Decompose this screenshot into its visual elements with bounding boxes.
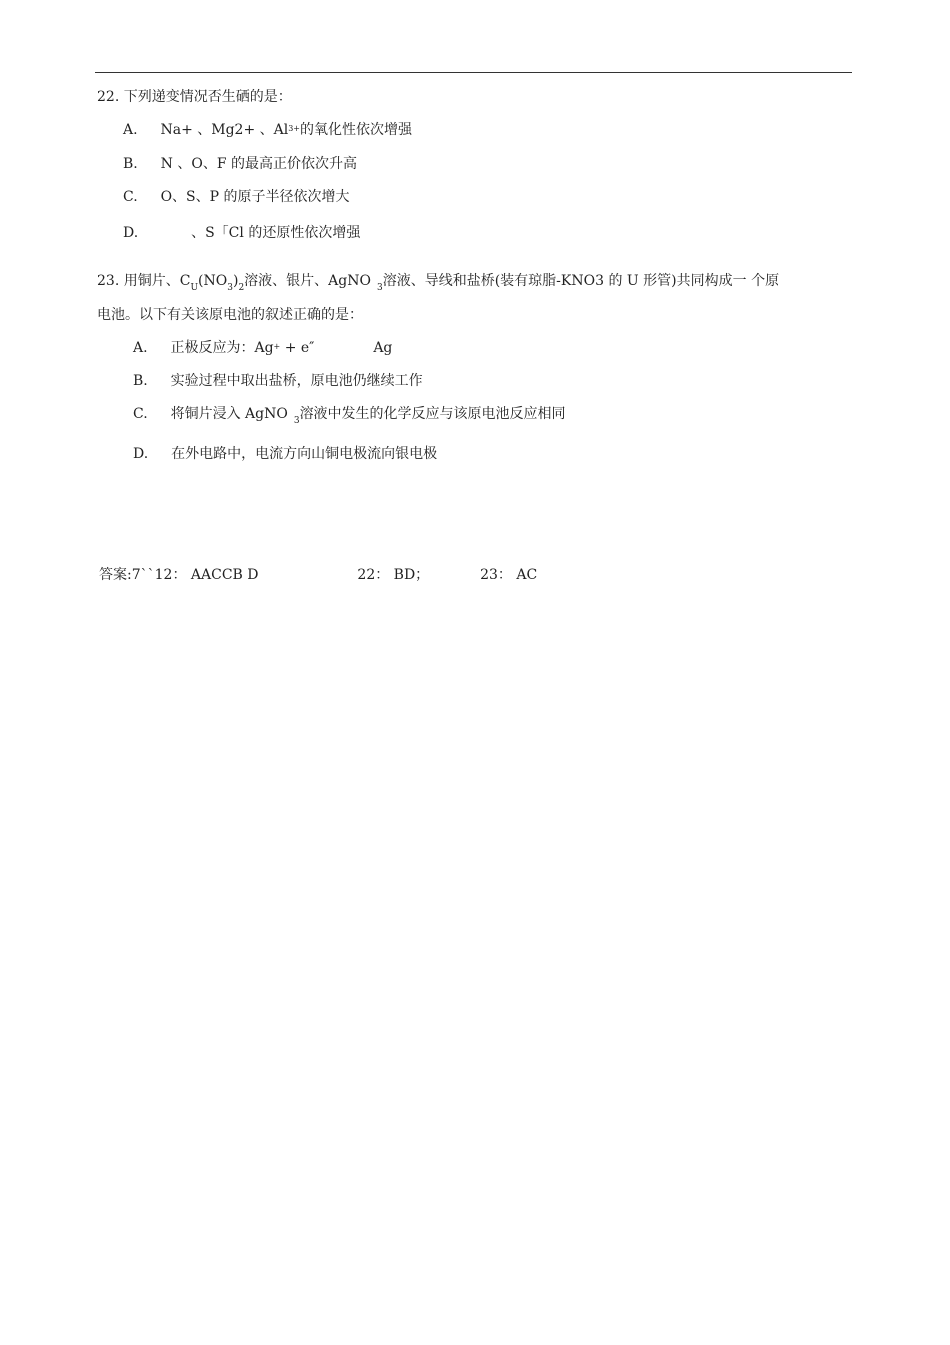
- q23-stem-line1: [97, 272, 780, 293]
- q23-option-a-text1: 正极反应为：Ag: [170, 340, 274, 356]
- answer-line: [99, 566, 537, 584]
- answer-part-3: 23： AC: [480, 567, 538, 583]
- q23-option-b-label: B.: [133, 373, 148, 389]
- q23-option-c-sub: 3: [293, 416, 300, 426]
- q22-option-b-label: B.: [123, 156, 138, 172]
- q23-option-b-text: 实验过程中取出盐桥，原电池仍继续工作: [170, 373, 423, 389]
- q23-stem-sub-3a: 3: [227, 283, 233, 293]
- q22-option-d: [123, 224, 360, 242]
- q22-option-d-text: 、S「Cl 的还原性依次增强: [191, 225, 361, 241]
- q23-option-b: [133, 372, 423, 390]
- q23-option-c-text1: 将铜片浸入 AgNO: [170, 406, 288, 422]
- q23-option-a: [133, 339, 392, 357]
- q23-option-a-text2: + e″: [280, 340, 315, 356]
- q23-option-d-label: D.: [133, 446, 149, 462]
- q23-option-d-text: 在外电路中，电流方向山铜电极流向银电极: [171, 446, 438, 462]
- q22-option-c-label: C.: [123, 189, 138, 205]
- answer-part-1: 答案:7``12： AACCB D: [99, 567, 259, 583]
- q23-stem-text3: ): [232, 273, 239, 289]
- q23-stem-text1: 23. 用铜片、C: [97, 273, 191, 289]
- q22-option-d-label: D.: [123, 225, 139, 241]
- q23-option-c-text2: 溶液中发生的化学反应与该原电池反应相同: [299, 406, 566, 422]
- q23-stem-line2: [97, 306, 363, 324]
- q23-stem-line2-text: 电池。以下有关该原电池的叙述正确的是：: [97, 307, 363, 323]
- q23-stem-sub-2: 2: [238, 283, 245, 293]
- q22-stem: [97, 88, 292, 106]
- q22-option-a-sup: 3+: [288, 124, 301, 133]
- q23-option-a-sup: +: [273, 342, 281, 351]
- q23-option-c: [133, 405, 566, 426]
- q23-option-c-label: C.: [133, 406, 148, 422]
- answer-part-2: 22： BD；: [357, 567, 430, 583]
- q22-option-b-text: N 、O、F 的最高正价依次升高: [160, 156, 357, 172]
- q23-stem-text4: 溶液、银片、AgNO: [244, 273, 371, 289]
- q23-stem-sub-u: U: [190, 283, 199, 293]
- q22-option-c: [123, 188, 350, 206]
- q22-option-a-text1: Na+ 、Mg2+ 、Al: [160, 122, 289, 138]
- header-rule: [95, 72, 852, 73]
- q23-stem-sub-3b: 3: [376, 283, 383, 293]
- q22-option-c-text: O、S、P 的原子半径依次增大: [160, 189, 350, 205]
- q22-option-b: [123, 155, 357, 173]
- q22-option-a-text2: 的氧化性依次增强: [300, 122, 413, 138]
- q22-option-a: [123, 121, 412, 139]
- q23-option-d: [133, 445, 437, 463]
- q23-option-a-label: A.: [133, 340, 148, 356]
- q23-stem-text5: 溶液、导线和盐桥(装有琼脂-KNO3 的 U 形管)共同构成一 个原: [382, 273, 780, 289]
- q22-stem-text: 22. 下列递变情况否生硒的是：: [97, 89, 292, 105]
- q23-option-a-text3: Ag: [373, 340, 393, 356]
- q22-option-a-label: A.: [123, 122, 138, 138]
- q23-stem-text2: (NO: [198, 273, 228, 289]
